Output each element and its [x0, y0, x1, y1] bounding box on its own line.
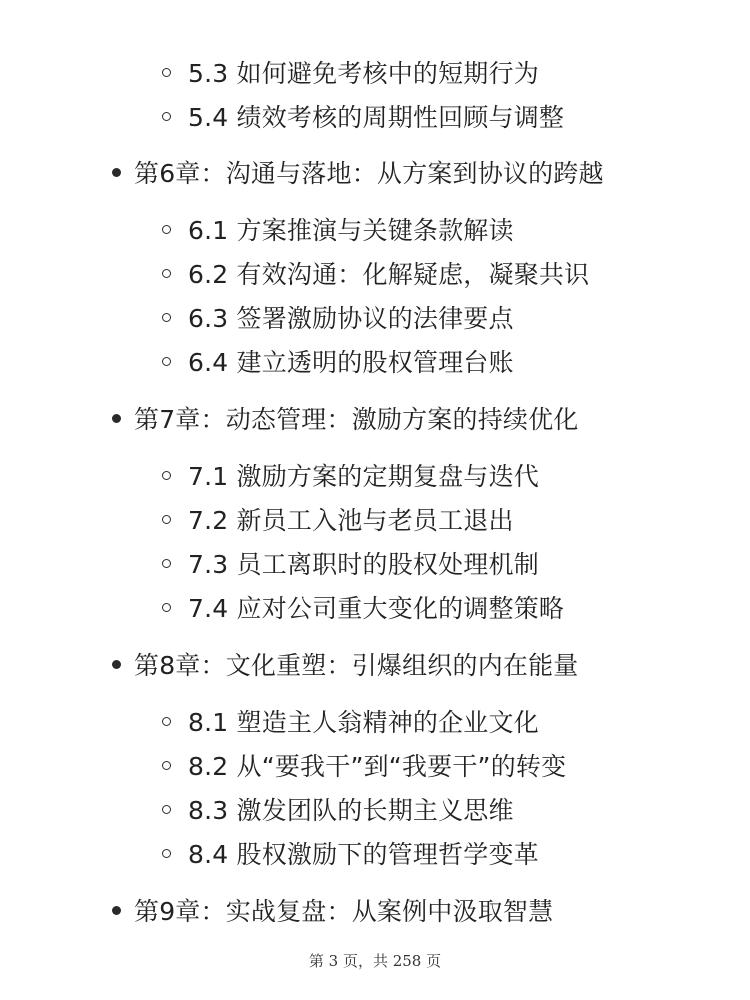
disc-bullet-icon	[112, 660, 121, 669]
toc-chapter-item	[112, 150, 604, 194]
toc-section-item	[162, 295, 514, 339]
circle-bullet-icon	[162, 112, 171, 121]
toc-section-item	[162, 541, 539, 585]
toc-section-label: 6.3 签署激励协议的法律要点	[188, 304, 514, 333]
toc-chapter-label: 第8章：文化重塑：引爆组织的内在能量	[134, 651, 579, 680]
circle-bullet-icon	[162, 717, 171, 726]
toc-section-label: 8.4 股权激励下的管理哲学变革	[188, 840, 539, 869]
toc-section-item	[162, 699, 539, 743]
toc-chapter-label: 第9章：实战复盘：从案例中汲取智慧	[134, 897, 554, 926]
toc-section-label: 7.4 应对公司重大变化的调整策略	[188, 594, 565, 623]
toc-section-item	[162, 787, 514, 831]
circle-bullet-icon	[162, 515, 171, 524]
toc-section-label: 8.2 从“要我干”到“我要干”的转变	[188, 752, 567, 781]
toc-section-item	[162, 50, 539, 94]
toc-section-label: 5.3 如何避免考核中的短期行为	[188, 59, 539, 88]
page-number-footer: 第 3 页，共 258 页	[308, 952, 442, 970]
toc-chapter-item	[112, 396, 579, 440]
circle-bullet-icon	[162, 68, 171, 77]
toc-section-label: 7.2 新员工入池与老员工退出	[188, 506, 514, 535]
toc-section-item	[162, 207, 514, 251]
circle-bullet-icon	[162, 805, 171, 814]
toc-section-item	[162, 743, 566, 787]
toc-section-label: 6.4 建立透明的股权管理台账	[188, 348, 514, 377]
toc-chapter-item	[112, 642, 579, 686]
circle-bullet-icon	[162, 849, 171, 858]
circle-bullet-icon	[162, 357, 171, 366]
toc-section-item	[162, 251, 589, 295]
toc-chapter-label: 第7章：动态管理：激励方案的持续优化	[134, 405, 579, 434]
toc-chapter-label: 第6章：沟通与落地：从方案到协议的跨越	[134, 159, 604, 188]
toc-section-item	[162, 94, 564, 138]
circle-bullet-icon	[162, 313, 171, 322]
circle-bullet-icon	[162, 225, 171, 234]
toc-section-item	[162, 453, 539, 497]
toc-chapter-item	[112, 888, 553, 932]
toc-section-label: 7.1 激励方案的定期复盘与迭代	[188, 462, 539, 491]
toc-section-item	[162, 585, 564, 629]
toc-section-label: 5.4 绩效考核的周期性回顾与调整	[188, 103, 565, 132]
toc-section-item	[162, 339, 514, 383]
circle-bullet-icon	[162, 603, 171, 612]
toc-section-label: 8.3 激发团队的长期主义思维	[188, 796, 514, 825]
toc-section-item	[162, 497, 514, 541]
disc-bullet-icon	[112, 168, 121, 177]
circle-bullet-icon	[162, 761, 171, 770]
toc-section-label: 6.1 方案推演与关键条款解读	[188, 216, 514, 245]
circle-bullet-icon	[162, 471, 171, 480]
toc-section-item	[162, 831, 539, 875]
toc-section-label: 8.1 塑造主人翁精神的企业文化	[188, 708, 539, 737]
toc-section-label: 6.2 有效沟通：化解疑虑，凝聚共识	[188, 260, 590, 289]
circle-bullet-icon	[162, 269, 171, 278]
disc-bullet-icon	[112, 906, 121, 915]
disc-bullet-icon	[112, 414, 121, 423]
toc-section-label: 7.3 员工离职时的股权处理机制	[188, 550, 539, 579]
circle-bullet-icon	[162, 559, 171, 568]
